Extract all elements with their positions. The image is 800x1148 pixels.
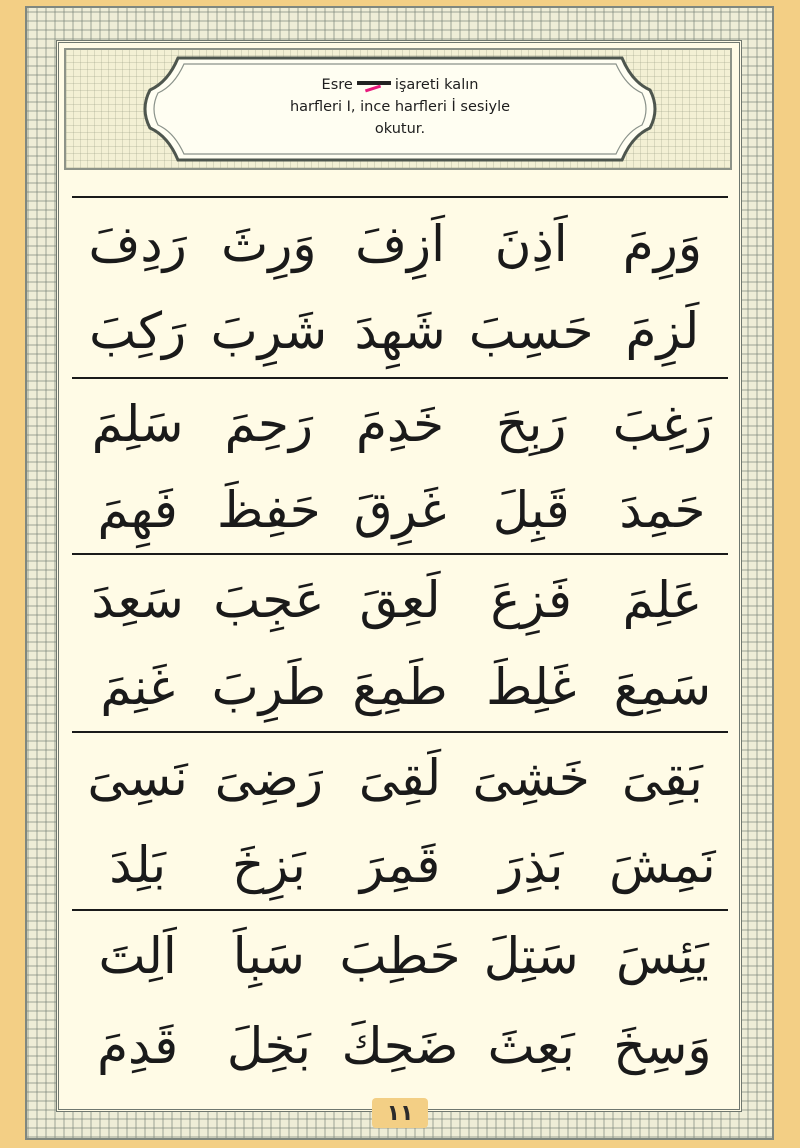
arabic-word: لَزِمَ: [625, 302, 700, 360]
arabic-word: عَلِمَ: [622, 571, 703, 629]
word-row: [72, 1003, 728, 1089]
arabic-word: فَزِعَ: [490, 571, 572, 629]
arabic-word: سَبِاَ: [232, 927, 305, 985]
page-number: ١١: [372, 1098, 428, 1128]
arabic-word: رَكِبَ: [89, 302, 187, 360]
arabic-word: حَمِدَ: [619, 481, 706, 539]
word-row: [72, 735, 728, 821]
word-row: [72, 644, 728, 730]
arabic-word: ضَحِكَ: [341, 1017, 459, 1075]
arabic-word: نَسِىَ: [87, 749, 188, 807]
arabic-word: وَرِثَ: [221, 215, 317, 273]
word-row: [72, 913, 728, 999]
arabic-word: شَرِبَ: [210, 302, 328, 360]
word-row: [72, 201, 728, 287]
arabic-word: وَرِمَ: [622, 215, 703, 273]
arabic-word: رَضِىَ: [214, 749, 323, 807]
instruction-line-1: Esre işareti kalın: [321, 77, 479, 93]
section-divider: [72, 196, 728, 198]
arabic-word: اَزِفَ: [355, 215, 445, 273]
section-divider: [72, 731, 728, 733]
arabic-word: شَهِدَ: [354, 302, 446, 360]
arabic-word: رَغِبَ: [612, 395, 713, 453]
arabic-word: سَمِعَ: [613, 658, 712, 716]
word-row: [72, 288, 728, 374]
arabic-word: بَذِرَ: [499, 836, 564, 894]
arabic-word: يَئِسَ: [616, 927, 709, 985]
arabic-word: خَدِمَ: [355, 395, 445, 453]
arabic-word: حَسِبَ: [468, 302, 594, 360]
section-divider: [72, 553, 728, 555]
section-divider: [72, 909, 728, 911]
arabic-word: رَحِمَ: [224, 395, 314, 453]
arabic-word: عَجِبَ: [213, 571, 325, 629]
instruction-text: [250, 74, 550, 140]
arabic-word: اَذِنَ: [494, 215, 568, 273]
arabic-word: سَتِلَ: [483, 927, 579, 985]
arabic-word: قَدِمَ: [97, 1017, 179, 1075]
arabic-word: رَدِفَ: [88, 215, 187, 273]
arabic-word: بَقِىَ: [621, 749, 703, 807]
arabic-word: بَعِثَ: [487, 1017, 575, 1075]
arabic-word: بَخِلَ: [226, 1017, 311, 1075]
arabic-word: خَشِىَ: [472, 749, 590, 807]
arabic-word: قَبِلَ: [492, 481, 570, 539]
arabic-word: حَطِبَ: [339, 927, 461, 985]
word-row: [72, 822, 728, 908]
kasra-mark-icon: [357, 78, 391, 92]
arabic-word: اَلِتَ: [98, 927, 177, 985]
arabic-word: قَمِرَ: [359, 836, 441, 894]
arabic-word: بَلِدَ: [109, 836, 167, 894]
section-divider: [72, 377, 728, 379]
word-row: [72, 381, 728, 467]
arabic-word: نَمِشَ: [609, 836, 716, 894]
arabic-word: سَعِدَ: [91, 571, 184, 629]
arabic-word: فَهِمَ: [97, 481, 178, 539]
arabic-word: طَمِعَ: [352, 658, 448, 716]
arabic-word: بَزِخَ: [231, 836, 306, 894]
arabic-word: وَسِخَ: [613, 1017, 712, 1075]
instruction-line-3: okutur.: [374, 121, 426, 137]
arabic-word: رَبِحَ: [496, 395, 567, 453]
arabic-word: سَلِمَ: [91, 395, 184, 453]
arabic-word: لَقِىَ: [358, 749, 442, 807]
arabic-word: غَلِطَ: [486, 658, 577, 716]
arabic-word: طَرِبَ: [211, 658, 327, 716]
arabic-word: غَرِقَ: [353, 481, 447, 539]
arabic-word: حَفِظَ: [217, 481, 321, 539]
word-row: [72, 557, 728, 643]
instruction-line-2: harfleri I, ince harfleri İ sesiyle: [289, 99, 511, 115]
arabic-word: غَنِمَ: [100, 658, 175, 716]
word-row: [72, 467, 728, 553]
arabic-word: لَعِقَ: [359, 571, 441, 629]
